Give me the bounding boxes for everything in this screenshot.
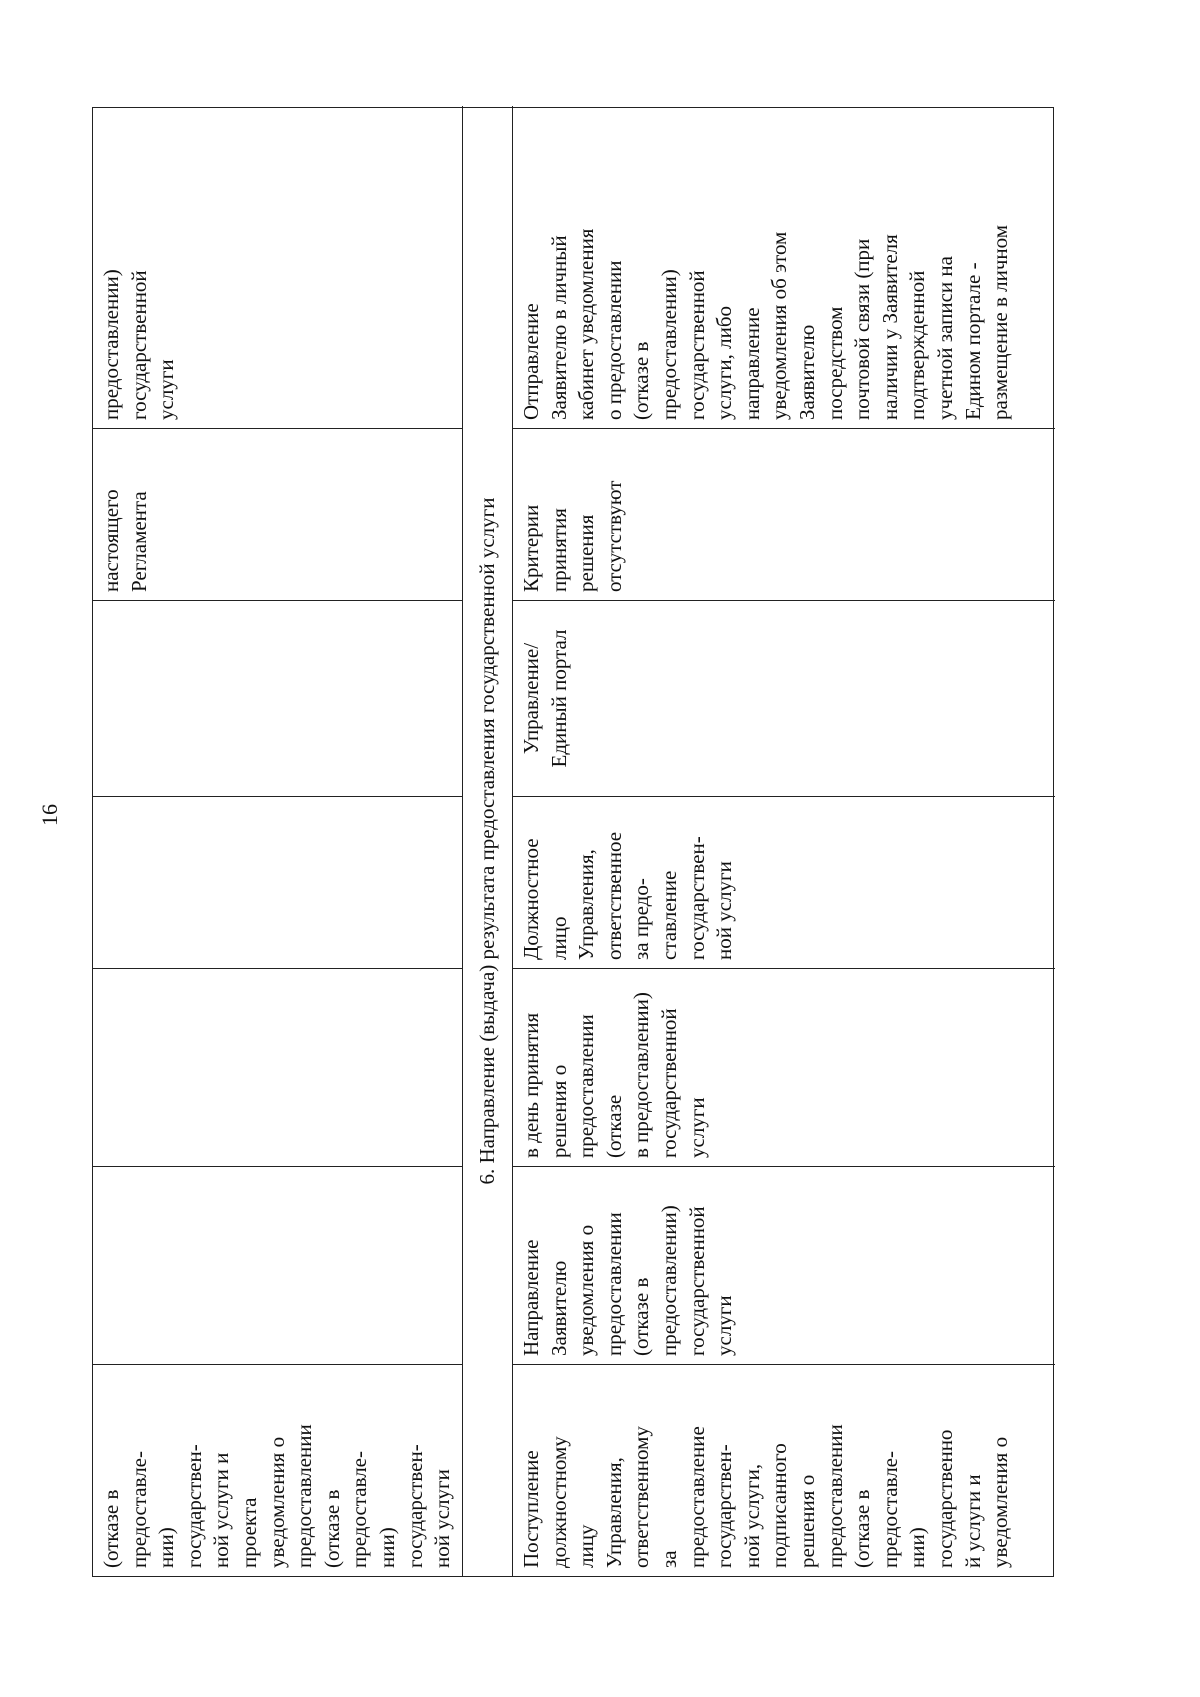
bottom-row-term-cell: в день принятия решения о предоставлении (отказе в предоставлении) государственной услуги [513,968,1055,1166]
top-row-criteria-cell: настоящего Регламента [93,428,463,600]
bottom-row-result-cell: Отправление Заявителю в личный кабинет уведомления о предоставлении (отказе в предоставлении) государственной услуги, либо направление уведомления об этом Заявителю посредством почтовой связи (при наличии у Заявителя подтвержденной учетной записи на Едином портале - размещение в личном [519,224,1013,420]
bottom-row-action-cell: Направление Заявителю уведомления о предоставлении (отказе в предоставлении) государственной услуги [513,1166,1055,1364]
section-header: 6. Направление (выдача) результата предоставления государственной услуги [463,106,513,1576]
bottom-row-place-cell: Управление/ Единый портал [513,600,1055,796]
bottom-row-criteria-cell: Критерии принятия решения отсутствуют [513,428,1055,600]
page-number: 16 [37,804,62,826]
bottom-row-step-cell: Поступление должностному лицу Управления, ответственному за предоставление государствен- ной услуги, подписанного решения о предоставлении (отказе в предоставле- нии) государственно й услуги и уведомления о [513,1364,1055,1576]
procedure-table [92,107,1054,1577]
bottom-row-official-cell: Должностное лицо Управления, ответственное за предо- ставление государствен- ной услуги [513,796,1055,968]
top-row-place-cell [93,600,463,796]
top-row-official-cell [93,796,463,968]
top-row-term-cell [93,968,463,1166]
top-row-result-cell: предоставлении) государственной услуги [93,106,463,428]
top-row-step-cell: (отказе в предоставле- нии) государствен- ной услуги и проекта уведомления о предоставлении (отказе в предоставле- нии) государствен- ной услуги [93,1364,463,1576]
top-row-action-cell [93,1166,463,1364]
